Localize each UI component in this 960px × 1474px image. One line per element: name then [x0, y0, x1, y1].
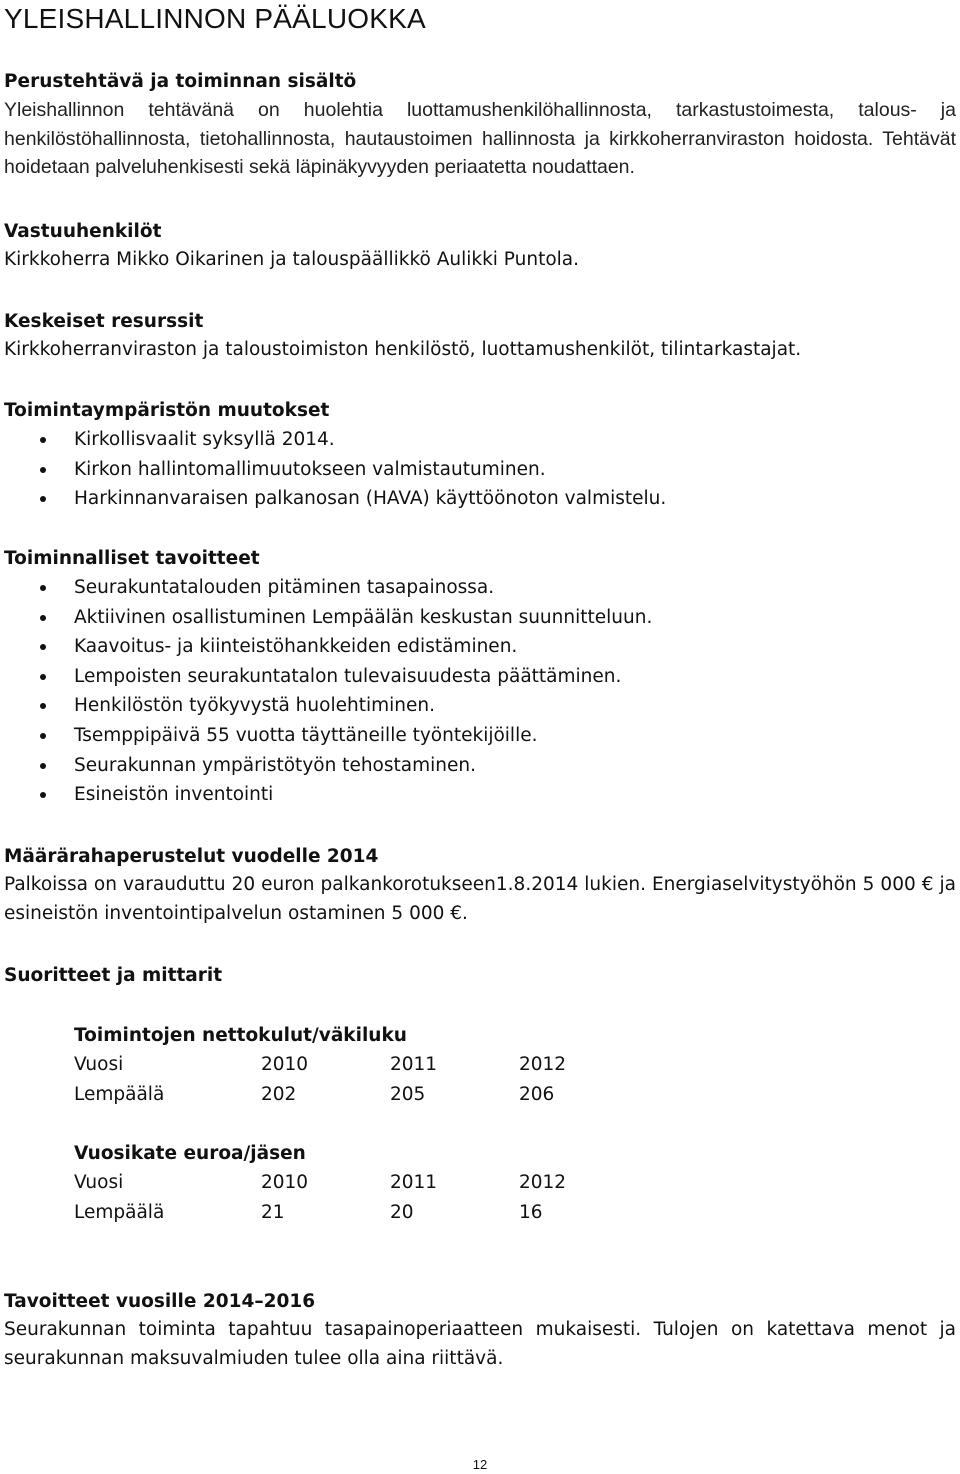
goals-section — [4, 545, 956, 810]
list-item: Aktiivinen osallistuminen Lempäälän keskustan suunnitteluun. — [4, 603, 956, 633]
basic-task-text: Yleishallinnon tehtävänä on huolehtia luottamushenkilöhallinnosta, tarkastustoimesta, talous- ja henkilöstöhallinnosta, tietohallinnosta, hautaustoimen hallinnosta ja kirkkoherranviraston hoidosta. Tehtävät hoidetaan palveluhenkisesti sekä läpinäkyvyyden periaatetta noudattaen. — [4, 99, 956, 178]
appropriation-heading: Määrärahaperustelut vuodelle 2014 — [4, 846, 379, 867]
list-item: Kirkon hallintomallimuutokseen valmistautuminen. — [4, 455, 956, 485]
table-row: Lempäälä 202 205 206 — [74, 1083, 555, 1105]
list-item: Kaavoitus- ja kiinteistöhankkeiden edistäminen. — [4, 632, 956, 662]
responsible-section — [4, 218, 956, 275]
list-item: Harkinnanvaraisen palkanosan (HAVA) käyttöönoton valmistelu. — [4, 484, 956, 514]
metric-table-net-costs — [74, 1022, 567, 1109]
resources-section — [4, 308, 956, 365]
list-item: Tsemppipäivä 55 vuotta täyttäneille työntekijöille. — [4, 721, 956, 751]
list-item: Esineistön inventointi — [4, 780, 956, 810]
indicators-heading: Suoritteet ja mittarit — [4, 965, 223, 986]
metric-title: Toimintojen nettokulut/väkiluku — [74, 1025, 407, 1046]
bullet-icon — [40, 733, 46, 739]
list-item: Henkilöstön työkyvystä huolehtiminen. — [4, 691, 956, 721]
list-item: Kirkollisvaalit syksyllä 2014. — [4, 425, 956, 455]
bullet-icon — [40, 644, 46, 650]
indicators-section — [4, 962, 956, 990]
targets-heading: Tavoitteet vuosille 2014–2016 — [4, 1291, 316, 1312]
appropriation-section — [4, 843, 956, 928]
bullet-icon — [40, 467, 46, 473]
metric-table-annual-margin — [74, 1140, 567, 1227]
bullet-icon — [40, 703, 46, 709]
page-number: 12 — [472, 1457, 488, 1472]
list-item: Lempoisten seurakuntatalon tulevaisuudesta päättäminen. — [4, 662, 956, 692]
list-item: Seurakuntatalouden pitäminen tasapainossa. — [4, 573, 956, 603]
bullet-icon — [40, 615, 46, 621]
bullet-icon — [40, 496, 46, 502]
appropriation-text: Palkoissa on varauduttu 20 euron palkankorotukseen1.8.2014 lukien. Energiaselvitystyöhön 5 000 € ja esineistön inventointipalvelun ostaminen 5 000 €. — [4, 874, 956, 924]
bullet-icon — [40, 792, 46, 798]
document-page — [4, 0, 956, 1474]
bullet-icon — [40, 437, 46, 443]
bullet-icon — [40, 674, 46, 680]
goals-heading: Toiminnalliset tavoitteet — [4, 548, 260, 569]
basic-task-section — [4, 68, 956, 182]
resources-heading: Keskeiset resurssit — [4, 311, 204, 332]
table-row: Lempäälä 21 20 16 — [74, 1201, 543, 1223]
page-title: YLEISHALLINNON PÄÄLUOKKA — [4, 3, 426, 34]
responsible-text: Kirkkoherra Mikko Oikarinen ja talouspäällikkö Aulikki Puntola. — [4, 249, 580, 270]
metric-title: Vuosikate euroa/jäsen — [74, 1143, 306, 1164]
resources-text: Kirkkoherranviraston ja taloustoimiston henkilöstö, luottamushenkilöt, tilintarkastajat. — [4, 339, 802, 360]
targets-text: Seurakunnan toiminta tapahtuu tasapainoperiaatteen mukaisesti. Tulojen on katettava menot ja seurakunnan maksuvalmiuden tulee olla aina riittävä. — [4, 1319, 956, 1369]
list-item: Seurakunnan ympäristötyön tehostaminen. — [4, 751, 956, 781]
basic-task-heading: Perustehtävä ja toiminnan sisältö — [4, 71, 357, 92]
table-row: Vuosi 2010 2011 2012 — [74, 1054, 567, 1075]
changes-section — [4, 397, 956, 514]
bullet-icon — [40, 763, 46, 769]
targets-section — [4, 1288, 956, 1373]
goals-list — [4, 573, 956, 810]
responsible-heading: Vastuuhenkilöt — [4, 221, 162, 242]
changes-heading: Toimintaympäristön muutokset — [4, 400, 330, 421]
bullet-icon — [40, 585, 46, 591]
changes-list — [4, 425, 956, 514]
table-row: Vuosi 2010 2011 2012 — [74, 1172, 567, 1193]
